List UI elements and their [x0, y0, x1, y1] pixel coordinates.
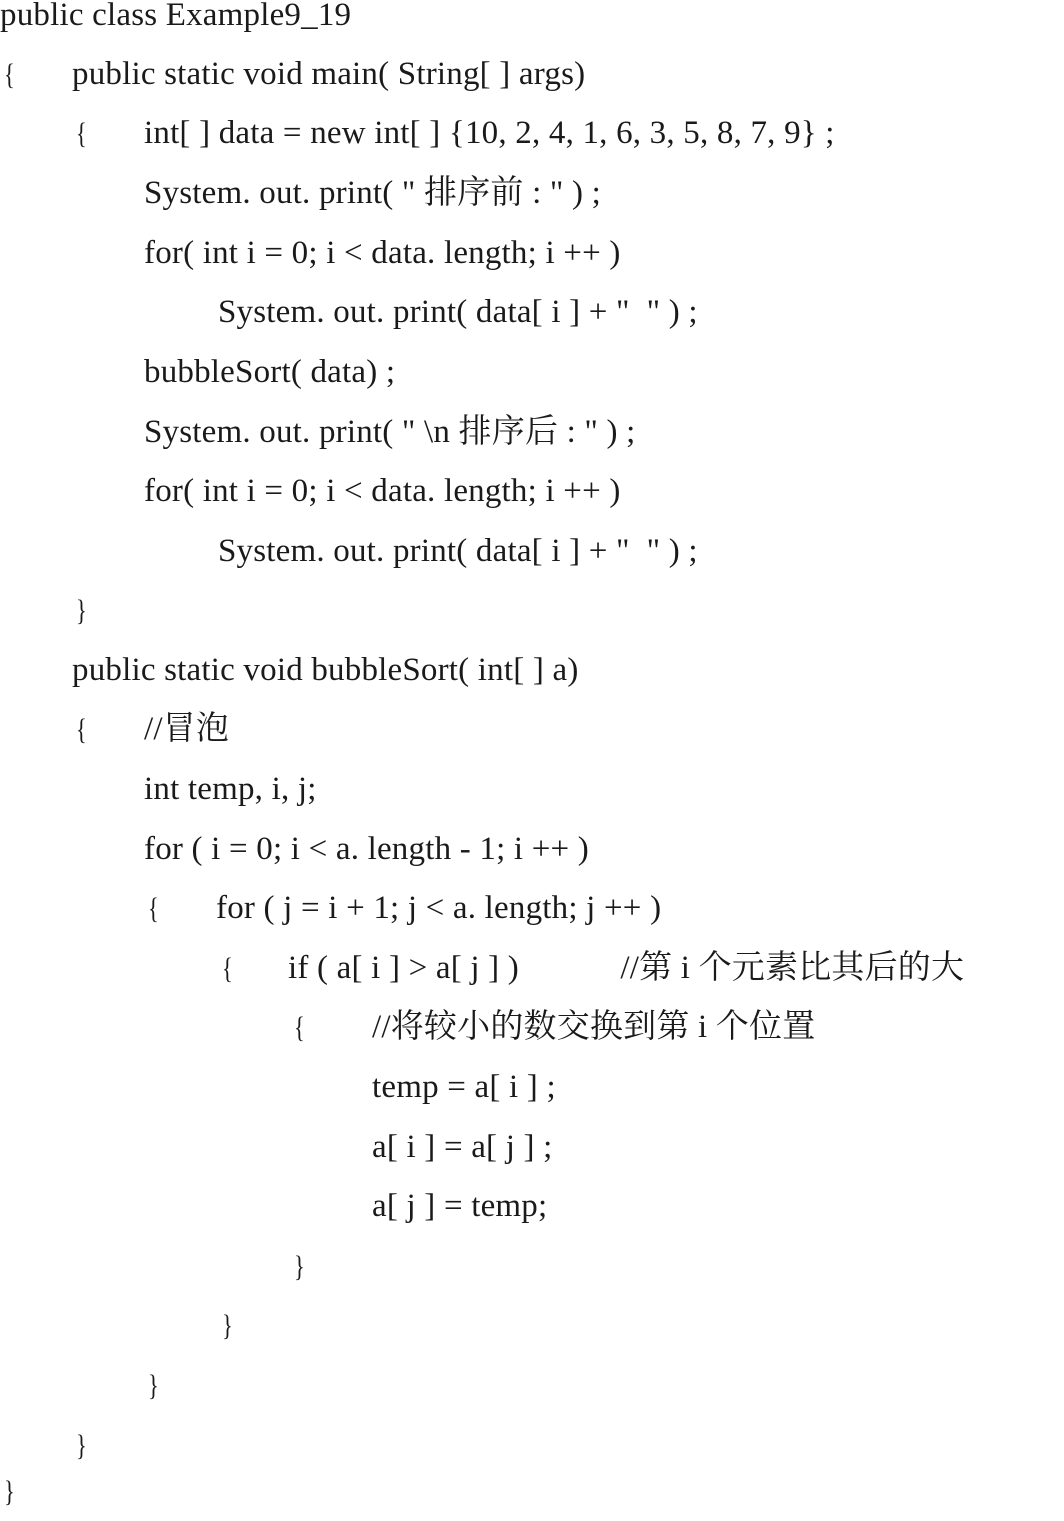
open-brace: {	[4, 58, 15, 91]
close-brace: }	[222, 1309, 233, 1342]
open-brace: {	[294, 1011, 305, 1044]
code-line-comment-bubble	[0, 700, 230, 760]
code-line-print-after	[0, 403, 636, 463]
code-line-print-element-1	[0, 283, 698, 343]
close-brace: }	[4, 1475, 15, 1508]
code-text: a[ i ] = a[ j ] ;	[372, 1129, 553, 1165]
close-brace: }	[294, 1250, 305, 1283]
code-line-class-declaration	[0, 0, 352, 46]
code-line-close-inner-for	[0, 1296, 233, 1356]
code-text: public static void bubbleSort( int[ ] a)	[72, 652, 579, 688]
code-line-aj-assign	[0, 1177, 548, 1237]
code-line-inner-for	[0, 879, 662, 939]
code-line-print-before	[0, 164, 602, 224]
code-text: for ( i = 0; i < a. length - 1; i ++ )	[144, 831, 589, 867]
code-text: bubbleSort( data) ;	[144, 354, 396, 390]
code-text: public class Example9_19	[0, 0, 352, 33]
code-comment: //冒泡	[144, 711, 230, 747]
code-line-for-loop-1	[0, 224, 621, 284]
code-text: for( int i = 0; i < data. length; i ++ )	[144, 473, 621, 509]
code-text: System. out. print( data[ i ] + " " ) ;	[218, 533, 698, 569]
code-line-comment-swap	[0, 998, 816, 1058]
close-brace: }	[148, 1369, 159, 1402]
code-line-temp-assign	[0, 1058, 556, 1118]
code-line-outer-for	[0, 820, 589, 880]
code-comment: //将较小的数交换到第 i 个位置	[372, 1009, 816, 1045]
code-line-bubblesort-declaration	[0, 641, 579, 701]
open-brace: {	[148, 892, 159, 925]
code-line-main-declaration	[0, 45, 586, 105]
code-text: System. out. print( " 排序前 : " ) ;	[144, 175, 602, 211]
code-line-array-init	[0, 104, 835, 164]
code-line-ai-assign	[0, 1118, 553, 1178]
code-line-close-main	[0, 581, 87, 641]
open-brace: {	[222, 952, 233, 985]
code-line-close-outer-for	[0, 1356, 159, 1416]
code-text: if ( a[ i ] > a[ j ] ) //第 i 个元素比其后的大	[288, 950, 965, 986]
close-brace: }	[76, 1429, 87, 1462]
code-line-call-bubblesort	[0, 343, 396, 403]
code-text: System. out. print( data[ i ] + " " ) ;	[218, 294, 698, 330]
open-brace: {	[76, 713, 87, 746]
code-text: for ( j = i + 1; j < a. length; j ++ )	[216, 890, 662, 926]
code-text: int temp, i, j;	[144, 771, 317, 807]
code-line-var-declaration	[0, 760, 317, 820]
code-text: for( int i = 0; i < data. length; i ++ )	[144, 235, 621, 271]
code-text: a[ j ] = temp;	[372, 1188, 548, 1224]
code-text: System. out. print( " \n 排序后 : " ) ;	[144, 414, 636, 450]
code-line-if-compare	[0, 939, 965, 999]
code-line-close-if	[0, 1237, 305, 1297]
code-line-for-loop-2	[0, 462, 621, 522]
code-text: public static void main( String[ ] args)	[72, 56, 586, 92]
code-text: temp = a[ i ] ;	[372, 1069, 556, 1105]
open-brace: {	[76, 117, 87, 150]
code-line-close-class	[0, 1462, 34, 1521]
close-brace: }	[76, 594, 87, 627]
code-line-print-element-2	[0, 522, 698, 582]
code-text: int[ ] data = new int[ ] {10, 2, 4, 1, 6, 3, 5, 8, 7, 9} ;	[144, 115, 835, 151]
